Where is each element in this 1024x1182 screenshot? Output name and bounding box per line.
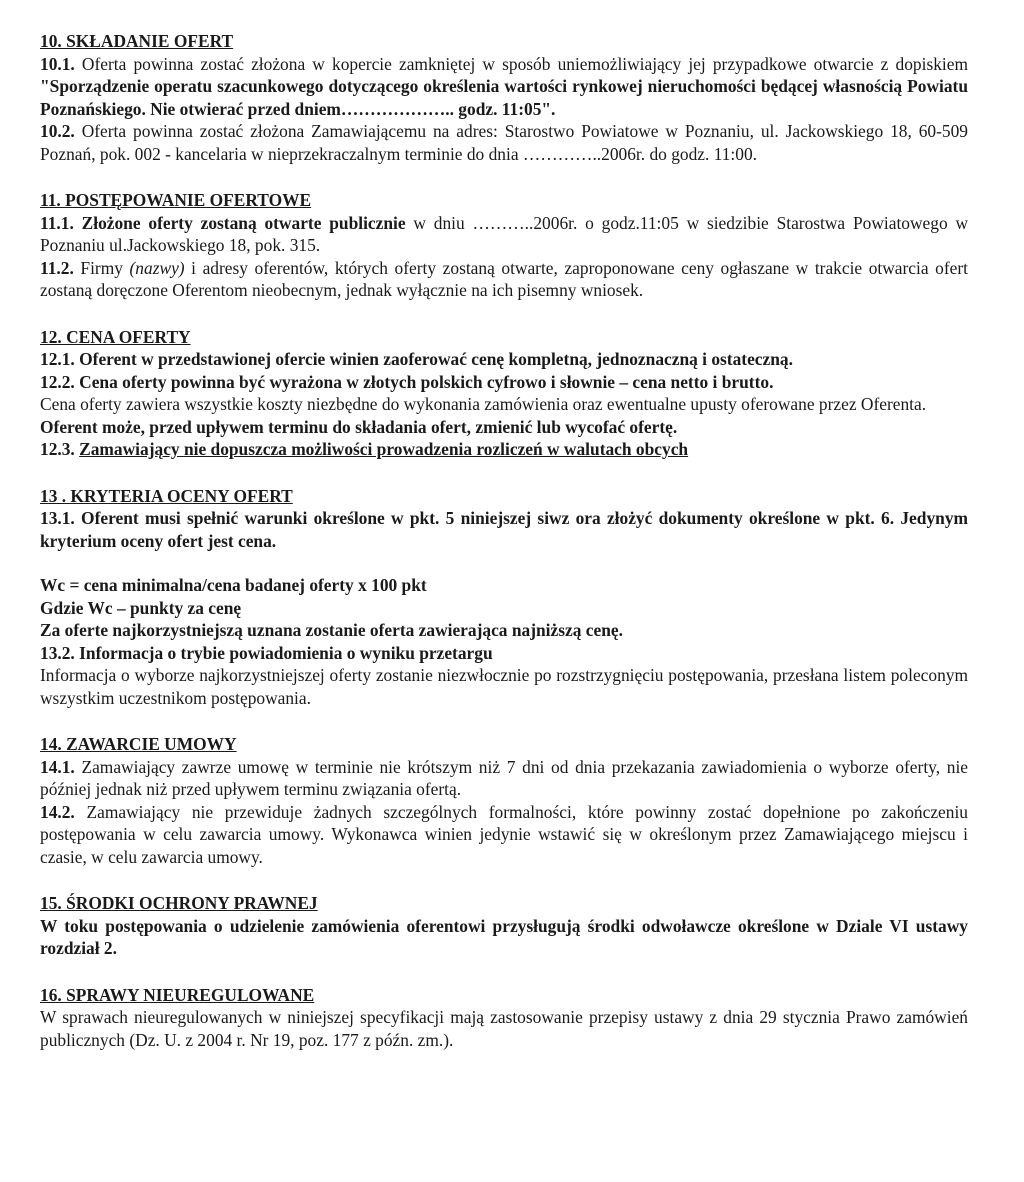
- clause-underlined-text: Zamawiający nie dopuszcza możliwości prowadzenia rozliczeń w walutach obcych: [79, 439, 689, 459]
- spacer: [40, 552, 968, 574]
- paragraph-10-1: [40, 53, 968, 121]
- paragraph-12-price-note: Cena oferty zawiera wszystkie koszty niezbędne do wykonania zamówienia oraz ewentualne upusty oferowane przez Oferenta.: [40, 394, 927, 414]
- clause-text: Firmy: [73, 257, 130, 278]
- paragraph-12-3: [40, 438, 968, 461]
- clause-text: Zamawiający zawrze umowę w terminie nie krótszym niż 7 dni od dnia przekazania zawiadomienia o wyborze oferty, nie później jednak niż przed upływem terminu związania ofertą.: [40, 756, 968, 799]
- clause-bold-text: 11.1. Złożone oferty zostaną otwarte publicznie: [40, 212, 406, 233]
- clause-number: 10.2.: [40, 121, 75, 141]
- paragraph-10-2: [40, 120, 968, 165]
- paragraph-14-1: [40, 756, 968, 801]
- clause-number: 14.2.: [40, 801, 75, 822]
- section-heading: 13 . KRYTERIA OCENY OFERT: [40, 485, 293, 506]
- best-offer-rule: Za oferte najkorzystniejszą uznana zostanie oferta zawierająca najniższą cenę.: [40, 620, 623, 640]
- clause-text: Zamawiający nie przewiduje żadnych szczególnych formalności, które powinny zostać dopełnione po zakończeniu postępowania w celu zawarcia umowy. Wykonawca winien jedynie wstawić się w określonym przez Zamawiającego miejscu i czasie, w celu zawarcia umowy.: [40, 801, 968, 867]
- clause-number: 11.2.: [40, 257, 74, 278]
- section-heading: 14. ZAWARCIE UMOWY: [40, 734, 237, 754]
- section-15: [40, 892, 968, 960]
- paragraph-11-1: [40, 212, 968, 257]
- document-page: [40, 30, 968, 1075]
- section-10: [40, 30, 968, 165]
- clause-italic-text: (nazwy): [129, 257, 185, 278]
- paragraph-12-1: 12.1. Oferent w przedstawionej ofercie winien zaoferować cenę kompletną, jednoznaczną i ostateczną.: [40, 349, 793, 369]
- paragraph-13-1: 13.1. Oferent musi spełnić warunki określone w pkt. 5 niniejszej siwz ora złożyć dokumenty określone w pkt. 6. Jedynym kryterium oceny ofert jest cena.: [40, 508, 968, 551]
- clause-text: Oferta powinna zostać złożona Zamawiającemu na adres: Starostwo Powiatowe w Poznaniu, ul. Jackowskiego 18, 60-509 Poznań, pok. 002 - kancelaria w nieprzekraczalnym terminie do dnia …………..2006r. do godz. 11:00.: [40, 121, 968, 164]
- clause-number: 10.1.: [40, 53, 75, 74]
- clause-text: i adresy oferentów, których oferty zostaną otwarte, zaproponowane ceny ogłaszane w trakcie otwarcia ofert zostaną doręczone Oferentom nieobecnym, jednak wyłącznie na ich pisemny wniosek.: [40, 257, 968, 300]
- formula-line: Wc = cena minimalna/cena badanej oferty x 100 pkt: [40, 575, 427, 595]
- paragraph-14-2: [40, 801, 968, 869]
- section-heading: 15. ŚRODKI OCHRONY PRAWNEJ: [40, 893, 318, 913]
- section-heading: 10. SKŁADANIE OFERT: [40, 31, 234, 51]
- clause-text: Oferta powinna zostać złożona w kopercie zamkniętej w sposób uniemożliwiający jej przypadkowe otwarcie z dopiskiem: [74, 53, 968, 74]
- paragraph-11-2: [40, 257, 968, 302]
- paragraph-16-1: W sprawach nieuregulowanych w niniejszej specyfikacji mają zastosowanie przepisy ustawy z dnia 29 stycznia Prawo zamówień publicznych (Dz. U. z 2004 r. Nr 19, poz. 177 z późn. zm.).: [40, 1007, 968, 1050]
- clause-text: w dniu ………..2006r. o godz.11:05 w siedzibie Starostwa Powiatowego w Poznaniu ul.Jackowskiego 18, pok. 315.: [40, 212, 969, 255]
- paragraph-15-1: W toku postępowania o udzielenie zamówienia oferentowi przysługują środki odwoławcze określone w Dziale VI ustawy rozdział 2.: [40, 915, 968, 958]
- paragraph-12-withdraw: Oferent może, przed upływem terminu do składania ofert, zmienić lub wycofać ofertę.: [40, 416, 678, 437]
- section-11: [40, 189, 968, 302]
- section-heading: 11. POSTĘPOWANIE OFERTOWE: [40, 190, 312, 210]
- formula-legend: Gdzie Wc – punkty za cenę: [40, 597, 242, 618]
- paragraph-13-2-text: Informacja o wyborze najkorzystniejszej oferty zostanie niezwłocznie po rozstrzygnięciu postępowania, przesłana listem poleconym wszystkim uczestnikom postępowania.: [40, 665, 968, 708]
- section-14: [40, 733, 968, 868]
- section-heading: 16. SPRAWY NIEUREGULOWANE: [40, 984, 315, 1005]
- section-16: [40, 984, 968, 1052]
- clause-number: 12.3.: [40, 439, 80, 459]
- paragraph-13-2: 13.2. Informacja o trybie powiadomienia o wyniku przetargu: [40, 642, 493, 663]
- section-13: [40, 485, 968, 710]
- clause-bold-text: "Sporządzenie operatu szacunkowego dotyczącego określenia wartości rynkowej nieruchomości będącej własnością Powiatu Poznańskiego. Nie otwierać przed dniem……………….. godz. 11:05".: [40, 76, 968, 119]
- section-12: [40, 326, 968, 461]
- clause-number: 14.1.: [40, 756, 75, 777]
- paragraph-12-2: 12.2. Cena oferty powinna być wyrażona w złotych polskich cyfrowo i słownie – cena netto i brutto.: [40, 371, 774, 392]
- section-heading: 12. CENA OFERTY: [40, 326, 191, 347]
